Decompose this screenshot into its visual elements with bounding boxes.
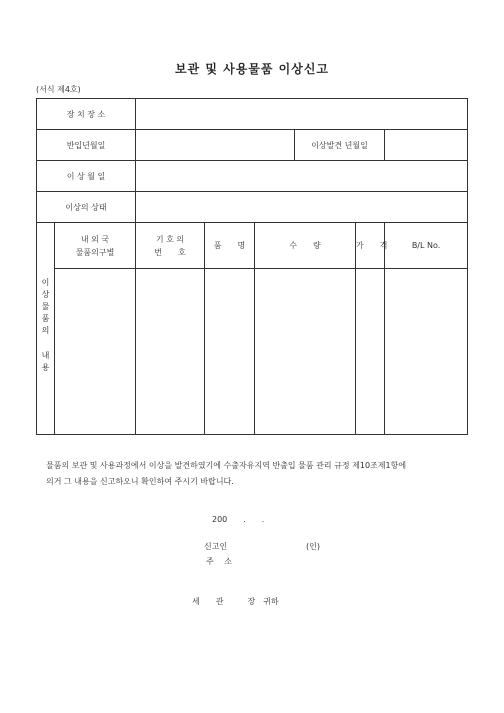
entry-date-field[interactable] — [136, 130, 295, 161]
storage-place-label: 장 치 장 소 — [37, 99, 136, 130]
storage-place-field[interactable] — [136, 99, 468, 130]
addressee-text: 세 관 장 귀하 — [192, 597, 279, 606]
col-header-bl-no: B/L No. — [385, 223, 468, 269]
col-header-quantity: 수 량 — [255, 223, 356, 269]
statement-text: 물품의 보관 및 사용과정에서 이상을 발견하였기에 수출자유지역 반출입 물품 관리 규정 제10조제1항에 의거 그 내용을 신고하오니 확인하여 주시기 바랍니다. — [46, 461, 407, 486]
section-label: 이상물품의 내용 — [41, 278, 50, 375]
entry-date-label: 반입년월일 — [37, 130, 136, 161]
anomaly-status-field[interactable] — [136, 192, 468, 223]
anomaly-status-label: 이상의 상태 — [37, 192, 136, 223]
col-header-origin: 내 외 국 물품의구별 — [55, 223, 136, 269]
item-name-cell[interactable] — [205, 269, 255, 435]
discovery-date-field[interactable] — [385, 130, 468, 161]
section-label-cell — [37, 223, 55, 435]
col-header-mark-number: 기 호 의 번 호 — [136, 223, 205, 269]
anomaly-date-label: 이 상 월 일 — [37, 161, 136, 192]
seal-mark: (인) — [306, 542, 320, 551]
page-title: 보관 및 사용물품 이상신고 — [174, 62, 330, 76]
report-form-table — [36, 98, 468, 435]
mark-number-cell[interactable] — [136, 269, 205, 435]
origin-cell[interactable] — [55, 269, 136, 435]
col-header-item-name: 품 명 — [205, 223, 255, 269]
col-header-price: 가 격 — [356, 223, 385, 269]
quantity-cell[interactable] — [255, 269, 356, 435]
anomaly-date-field[interactable] — [136, 161, 468, 192]
reporter-label: 신고인 — [204, 542, 228, 551]
bl-no-cell[interactable] — [385, 269, 468, 435]
report-date: 200 . . — [212, 515, 265, 524]
address-label: 주 소 — [206, 557, 232, 566]
price-cell[interactable] — [356, 269, 385, 435]
form-number: (서식 제4호) — [36, 85, 81, 94]
discovery-date-label: 이상발견 년월일 — [295, 130, 385, 161]
